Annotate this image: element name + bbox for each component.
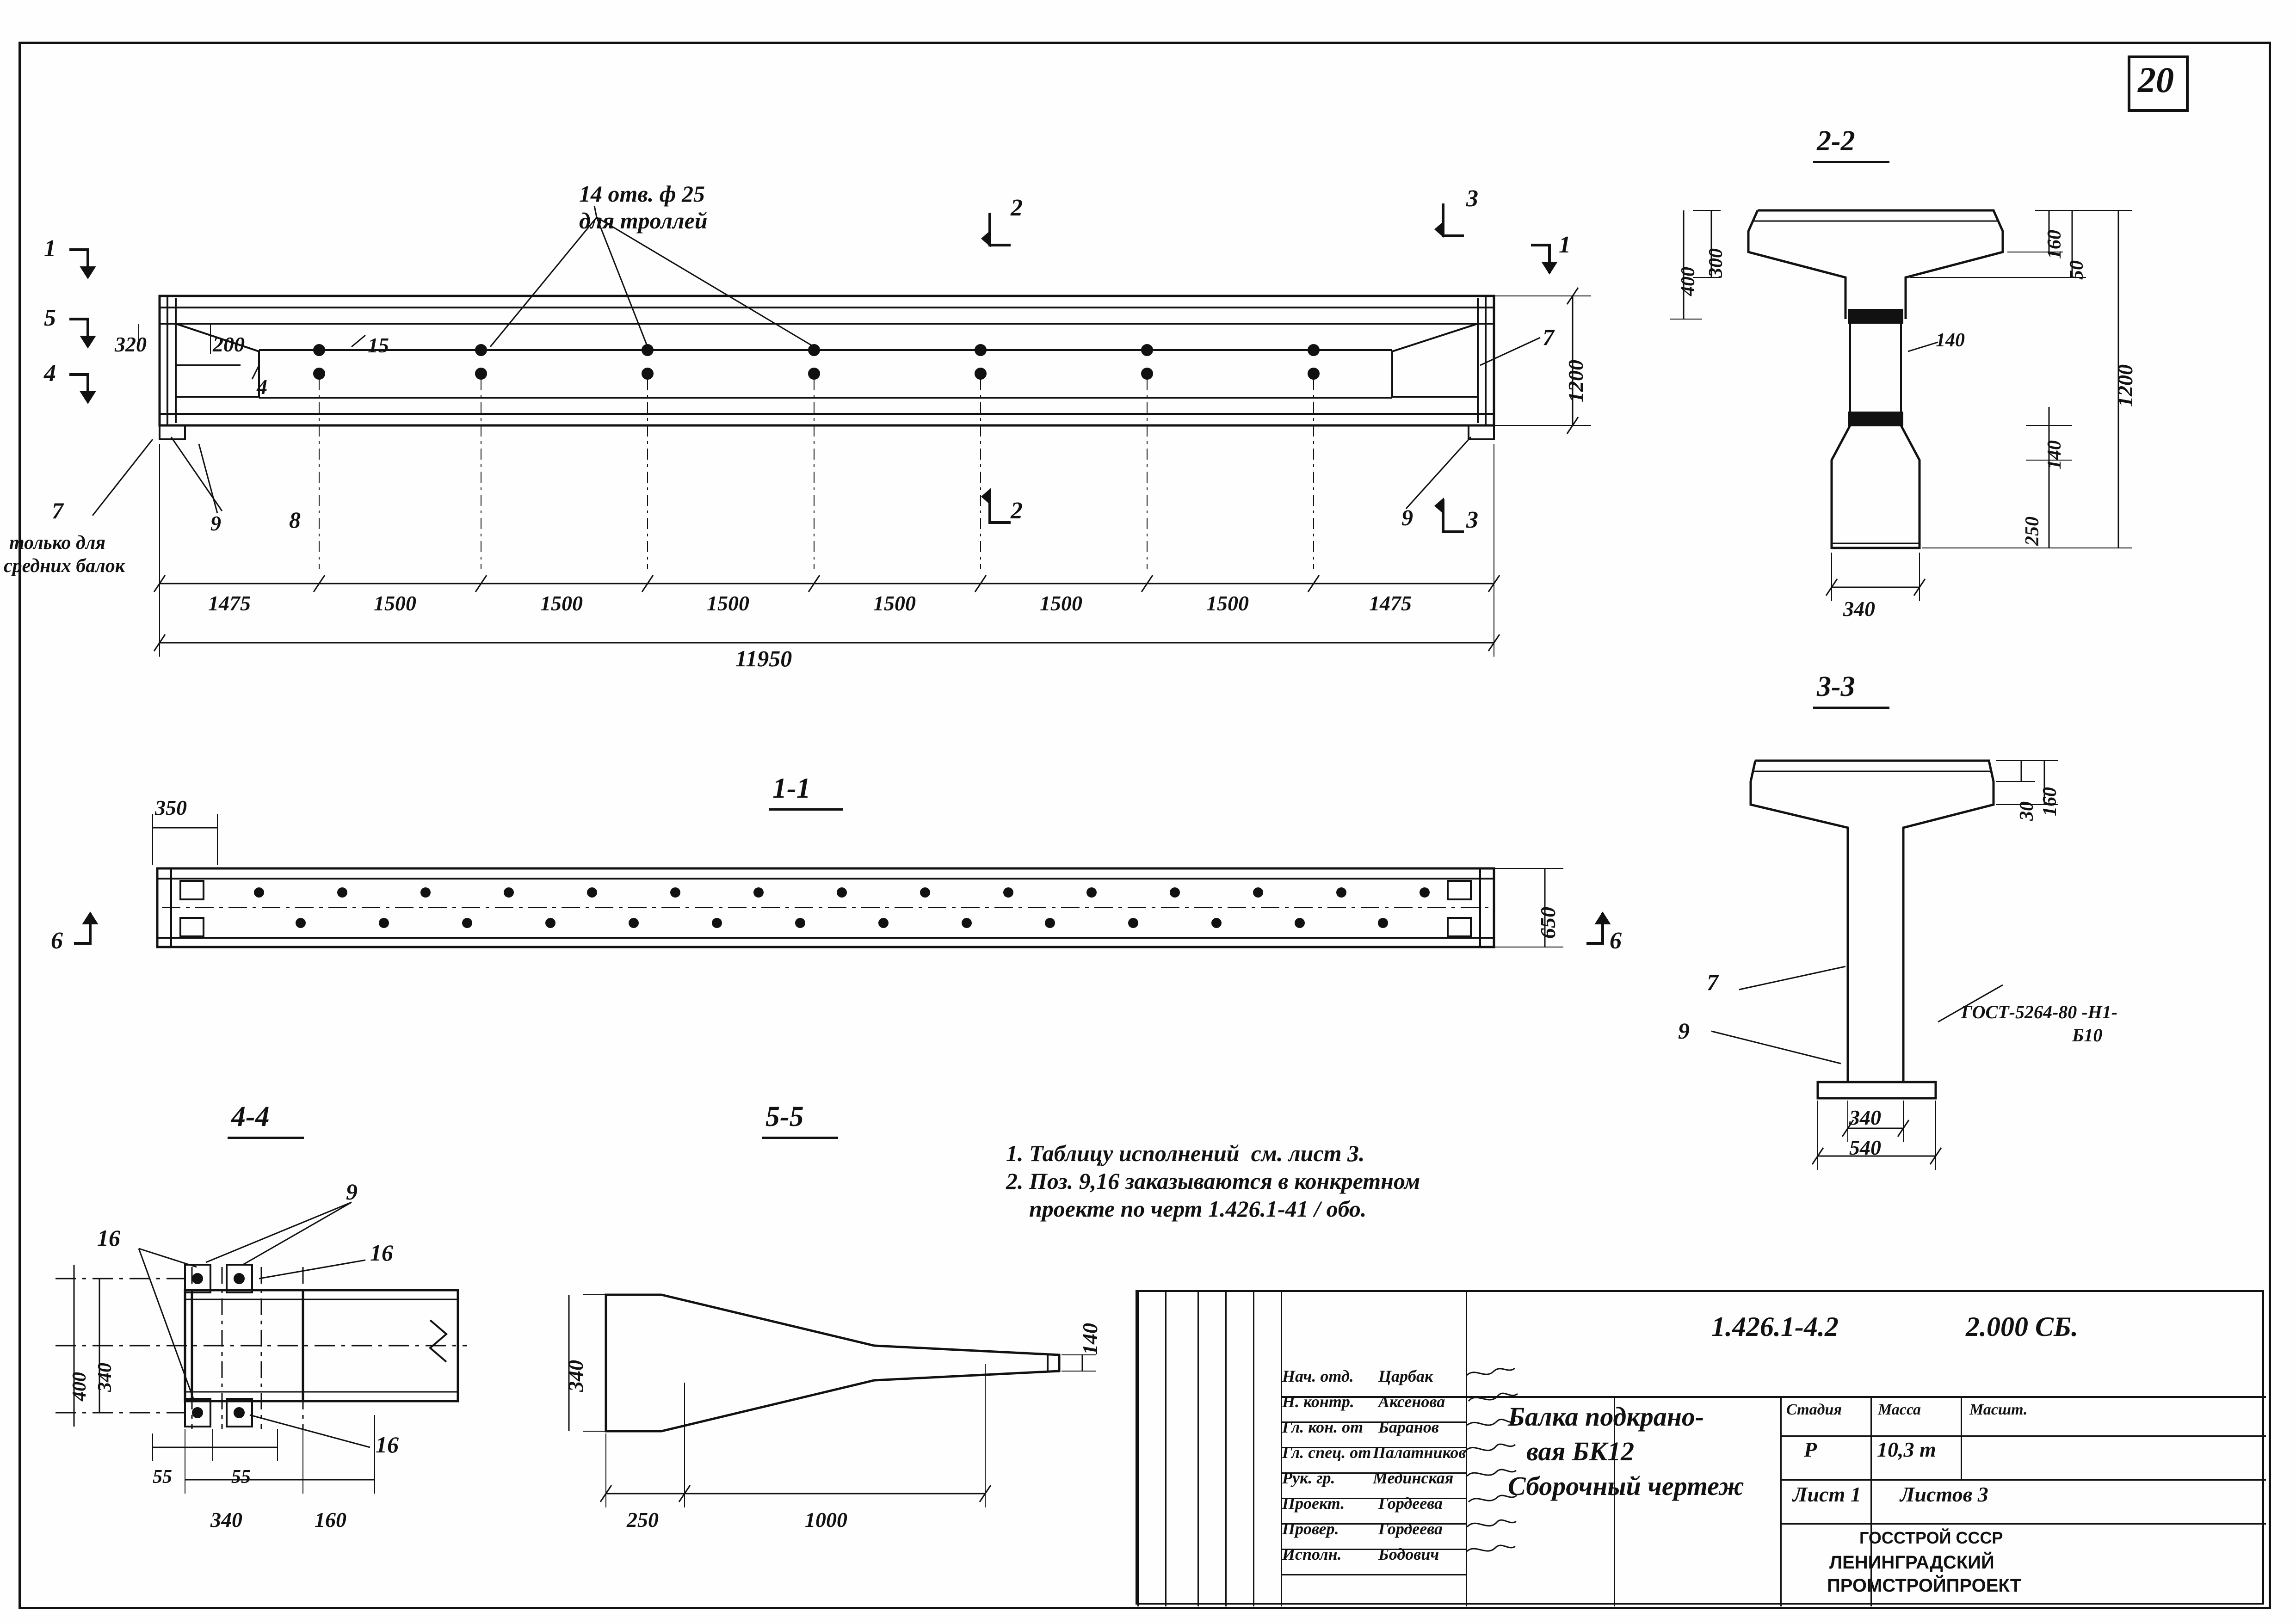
dim-1500-6: 1500 — [1206, 591, 1249, 615]
view-label-3-3: 3-3 — [1817, 671, 1855, 702]
role-name-2: Баранов — [1378, 1418, 1439, 1436]
dim-2-2-300: 300 — [1705, 248, 1727, 277]
dim-2-2-50: 50 — [2066, 260, 2087, 280]
dim-2-2-140-web: 140 — [1936, 330, 1965, 351]
mass-value: 10,3 т — [1877, 1438, 1936, 1461]
section-mark-2-bottom: 2 — [1011, 498, 1023, 524]
role-name-0: Царбак — [1378, 1367, 1433, 1385]
role-label-6: Провер. — [1282, 1519, 1339, 1538]
mass-header: Масса — [1878, 1401, 1921, 1418]
section-mark-2-top: 2 — [1011, 195, 1023, 221]
dim-5-5-340: 340 — [564, 1360, 587, 1392]
org-line-1: ГОССТРОЙ СССР — [1859, 1528, 2003, 1547]
pos-9-right: 9 — [1401, 504, 1413, 530]
dim-2-2-250: 250 — [2022, 517, 2043, 546]
pos-9-4-4: 9 — [346, 1179, 358, 1205]
note-item-1: 1. Таблицу исполнений см. лист 3. — [1006, 1140, 1365, 1166]
dim-5-5-250: 250 — [627, 1508, 659, 1532]
scale-header: Масшт. — [1969, 1401, 2028, 1418]
role-name-7: Бодович — [1378, 1545, 1439, 1563]
dim-350: 350 — [155, 796, 187, 819]
dim-320: 320 — [115, 332, 147, 356]
pos-9-left: 9 — [210, 511, 221, 535]
dim-4-4-160-bottom: 160 — [315, 1508, 346, 1532]
dim-1500-2: 1500 — [540, 591, 583, 615]
view-label-2-2: 2-2 — [1817, 125, 1855, 157]
pos-7-3-3: 7 — [1707, 969, 1718, 995]
dim-4-4-55-b: 55 — [231, 1466, 251, 1488]
view-label-5-5: 5-5 — [765, 1101, 804, 1132]
section-mark-6-left: 6 — [51, 928, 63, 954]
dim-650: 650 — [1536, 907, 1560, 939]
sheet-label: Лист 1 — [1793, 1483, 1861, 1506]
section-mark-3-top: 3 — [1466, 185, 1478, 212]
section-mark-5-left: 5 — [44, 305, 56, 331]
role-label-1: Н. контр. — [1282, 1392, 1354, 1411]
pos-15: 15 — [368, 333, 389, 357]
section-mark-1-right: 1 — [1559, 232, 1571, 258]
dim-4-4-340: 340 — [94, 1363, 116, 1392]
pos-16-right: 16 — [370, 1240, 393, 1266]
section-mark-3-bottom: 3 — [1466, 507, 1478, 533]
pos-4: 4 — [257, 375, 267, 399]
dim-4-4-400: 400 — [69, 1372, 90, 1401]
dim-5-5-140: 140 — [1078, 1323, 1102, 1355]
role-label-5: Проект. — [1282, 1494, 1345, 1513]
view-label-4-4: 4-4 — [231, 1101, 270, 1132]
view-label-1-1: 1-1 — [772, 773, 811, 804]
callout-holes-line1: 14 отв. ф 25 — [579, 181, 705, 207]
callout-holes-line2: для троллей — [579, 208, 708, 234]
role-label-4: Рук. гр. — [1282, 1469, 1335, 1487]
dim-2-2-1200: 1200 — [2113, 364, 2137, 407]
dim-1475-left: 1475 — [208, 591, 251, 615]
section-mark-1-left: 1 — [44, 235, 56, 262]
role-label-3: Гл. спец. от — [1282, 1443, 1371, 1462]
stage-header: Стадия — [1786, 1401, 1842, 1418]
pos-7-left: 7 — [52, 498, 63, 523]
dim-1500-5: 1500 — [1040, 591, 1082, 615]
role-name-4: Мединская — [1373, 1469, 1454, 1487]
role-label-2: Гл. кон. от — [1282, 1418, 1364, 1436]
dim-3-3-160: 160 — [2039, 787, 2061, 816]
dim-2-2-140: 140 — [2044, 440, 2065, 469]
dim-height-1200: 1200 — [1564, 360, 1587, 402]
role-name-3: Палатников — [1373, 1443, 1466, 1462]
dim-1500-1: 1500 — [374, 591, 416, 615]
pos-7-right: 7 — [1543, 324, 1554, 350]
title-line-1: Балка подкрано- — [1508, 1402, 1704, 1432]
role-name-5: Гордеева — [1378, 1494, 1443, 1513]
dim-3-3-540: 540 — [1849, 1136, 1881, 1159]
dim-200: 200 — [213, 332, 245, 356]
weld-note-2: Б10 — [2072, 1025, 2103, 1046]
drawing-suffix: 2.000 СБ. — [1966, 1311, 2079, 1342]
role-label-7: Исполн. — [1282, 1545, 1342, 1563]
section-mark-6-right: 6 — [1610, 928, 1622, 954]
org-line-2: ЛЕНИНГРАДСКИЙ — [1829, 1552, 1994, 1573]
dim-overall-11950: 11950 — [735, 646, 792, 671]
title-line-3: Сборочный чертеж — [1508, 1471, 1744, 1501]
role-name-6: Гордеева — [1378, 1519, 1443, 1538]
dim-2-2-340: 340 — [1843, 597, 1875, 621]
dim-4-4-55-a: 55 — [153, 1466, 172, 1488]
note-only-middle-2: средних балок — [4, 555, 125, 577]
section-mark-4-left: 4 — [44, 360, 56, 387]
page-number: 20 — [2138, 60, 2174, 100]
role-name-1: Аксенова — [1378, 1392, 1445, 1411]
dim-2-2-400: 400 — [1678, 267, 1699, 296]
dim-1475-right: 1475 — [1369, 591, 1412, 615]
pos-8-left: 8 — [289, 507, 301, 533]
dim-1500-4: 1500 — [873, 591, 916, 615]
pos-9-3-3: 9 — [1678, 1018, 1690, 1044]
role-label-0: Нач. отд. — [1282, 1367, 1354, 1385]
weld-note-1: ГОСТ-5264-80 -Н1- — [1961, 1002, 2118, 1022]
note-item-3: проекте по черт 1.426.1-41 / обо. — [1006, 1196, 1367, 1222]
dim-3-3-340: 340 — [1849, 1106, 1881, 1129]
pos-16-left: 16 — [97, 1225, 120, 1251]
drawing-code: 1.426.1-4.2 — [1711, 1311, 1839, 1342]
note-item-2: 2. Поз. 9,16 заказываются в конкретном — [1006, 1168, 1420, 1194]
dim-1500-3: 1500 — [707, 591, 749, 615]
dim-2-2-160: 160 — [2044, 230, 2065, 259]
title-line-2: вая БК12 — [1526, 1436, 1635, 1466]
dim-3-3-30: 30 — [2016, 801, 2037, 821]
dim-4-4-340-bottom: 340 — [210, 1508, 242, 1532]
org-line-3: ПРОМСТРОЙПРОЕКТ — [1827, 1575, 2022, 1596]
stage-value: Р — [1804, 1438, 1817, 1461]
sheets-label: Листов 3 — [1900, 1483, 1988, 1506]
pos-16-bottom: 16 — [376, 1432, 399, 1458]
dim-5-5-1000: 1000 — [805, 1508, 847, 1532]
note-only-middle-1: только для — [9, 532, 106, 554]
